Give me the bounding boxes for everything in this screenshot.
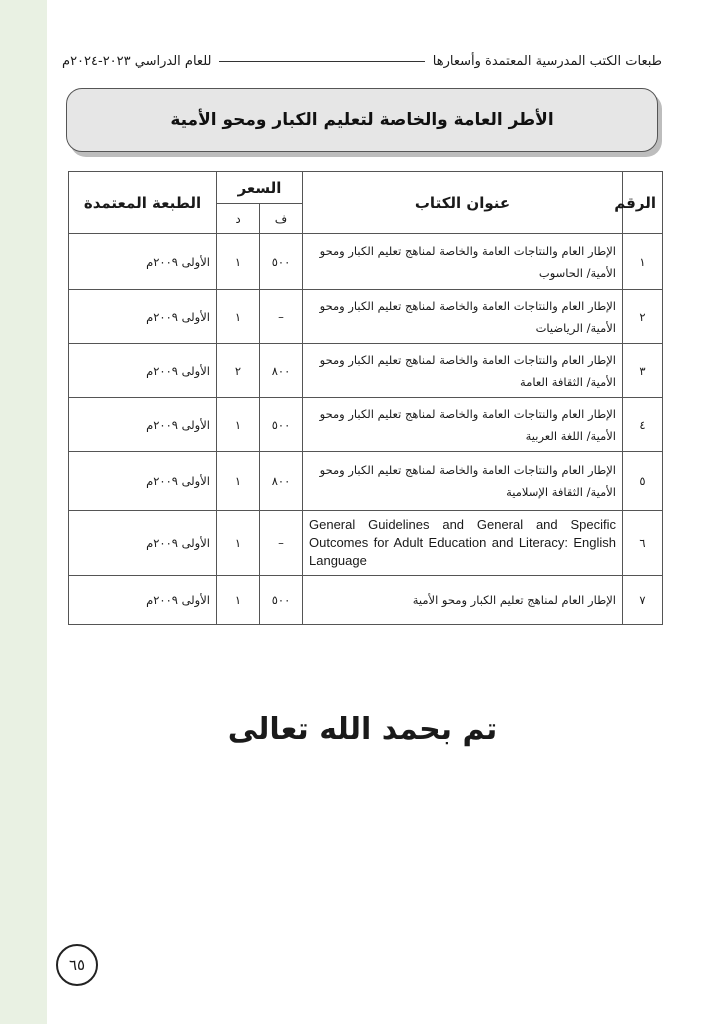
cell-price-dinar: ١ — [217, 576, 260, 625]
cell-edition: الأولى ٢٠٠٩م — [69, 344, 217, 398]
header-number: الرقم — [623, 172, 663, 234]
cell-number: ٥ — [623, 452, 663, 511]
section-banner — [66, 88, 658, 152]
cell-number: ٢ — [623, 290, 663, 344]
table-row — [69, 576, 663, 625]
cell-title: الإطار العام والنتاجات العامة والخاصة لمناهج تعليم الكبار ومحو الأمية/ الثقافة العامة — [303, 344, 623, 398]
cell-number: ١ — [623, 234, 663, 290]
cell-edition: الأولى ٢٠٠٩م — [69, 576, 217, 625]
cell-number: ٧ — [623, 576, 663, 625]
cell-price-dinar: ١ — [217, 398, 260, 452]
cell-edition: الأولى ٢٠٠٩م — [69, 234, 217, 290]
cell-price-fils: ٨٠٠ — [260, 344, 303, 398]
table-row — [69, 234, 663, 290]
cell-title: General Guidelines and General and Specific Outcomes for Adult Education and Literacy: English Language — [303, 511, 623, 576]
cell-price-fils: ٨٠٠ — [260, 452, 303, 511]
cell-price-fils: – — [260, 290, 303, 344]
header-left-text: طبعات الكتب المدرسية المعتمدة وأسعارها — [432, 53, 662, 69]
banner-title: الأطر العامة والخاصة لتعليم الكبار ومحو الأمية — [170, 110, 554, 130]
cell-title: الإطار العام والنتاجات العامة والخاصة لمناهج تعليم الكبار ومحو الأمية/ اللغة العربية — [303, 398, 623, 452]
cell-number: ٣ — [623, 344, 663, 398]
header-price: السعر — [217, 172, 303, 204]
cell-title: الإطار العام والنتاجات العامة والخاصة لمناهج تعليم الكبار ومحو الأمية/ الرياضيات — [303, 290, 623, 344]
cell-title: الإطار العام لمناهج تعليم الكبار ومحو الأمية — [303, 576, 623, 625]
table-row — [69, 452, 663, 511]
side-strip — [0, 0, 47, 1024]
cell-price-fils: ٥٠٠ — [260, 234, 303, 290]
header-right-text: للعام الدراسي ٢٠٢٣-٢٠٢٤م — [62, 53, 212, 69]
running-header — [62, 50, 662, 72]
cell-title: الإطار العام والنتاجات العامة والخاصة لمناهج تعليم الكبار ومحو الأمية/ الحاسوب — [303, 234, 623, 290]
cell-price-dinar: ١ — [217, 511, 260, 576]
header-title: عنوان الكتاب — [303, 172, 623, 234]
table-row — [69, 290, 663, 344]
cell-edition: الأولى ٢٠٠٩م — [69, 511, 217, 576]
cell-edition: الأولى ٢٠٠٩م — [69, 452, 217, 511]
cell-number: ٤ — [623, 398, 663, 452]
header-price-fils: ف — [260, 204, 303, 234]
cell-price-fils: ٥٠٠ — [260, 576, 303, 625]
cell-edition: الأولى ٢٠٠٩م — [69, 398, 217, 452]
table-row — [69, 344, 663, 398]
header-edition: الطبعة المعتمدة — [69, 172, 217, 234]
cell-price-dinar: ٢ — [217, 344, 260, 398]
cell-price-dinar: ١ — [217, 452, 260, 511]
books-table — [68, 171, 663, 625]
table-row — [69, 398, 663, 452]
closing-text: تم بحمد الله تعالى — [227, 712, 498, 747]
header-rule — [219, 61, 424, 62]
table-row — [69, 511, 663, 576]
cell-title: الإطار العام والنتاجات العامة والخاصة لمناهج تعليم الكبار ومحو الأمية/ الثقافة الإسلامية — [303, 452, 623, 511]
header-price-dinar: د — [217, 204, 260, 234]
cell-price-dinar: ١ — [217, 234, 260, 290]
cell-price-fils: – — [260, 511, 303, 576]
cell-edition: الأولى ٢٠٠٩م — [69, 290, 217, 344]
cell-number: ٦ — [623, 511, 663, 576]
page-number: ٦٥ — [56, 944, 98, 986]
cell-price-dinar: ١ — [217, 290, 260, 344]
cell-price-fils: ٥٠٠ — [260, 398, 303, 452]
